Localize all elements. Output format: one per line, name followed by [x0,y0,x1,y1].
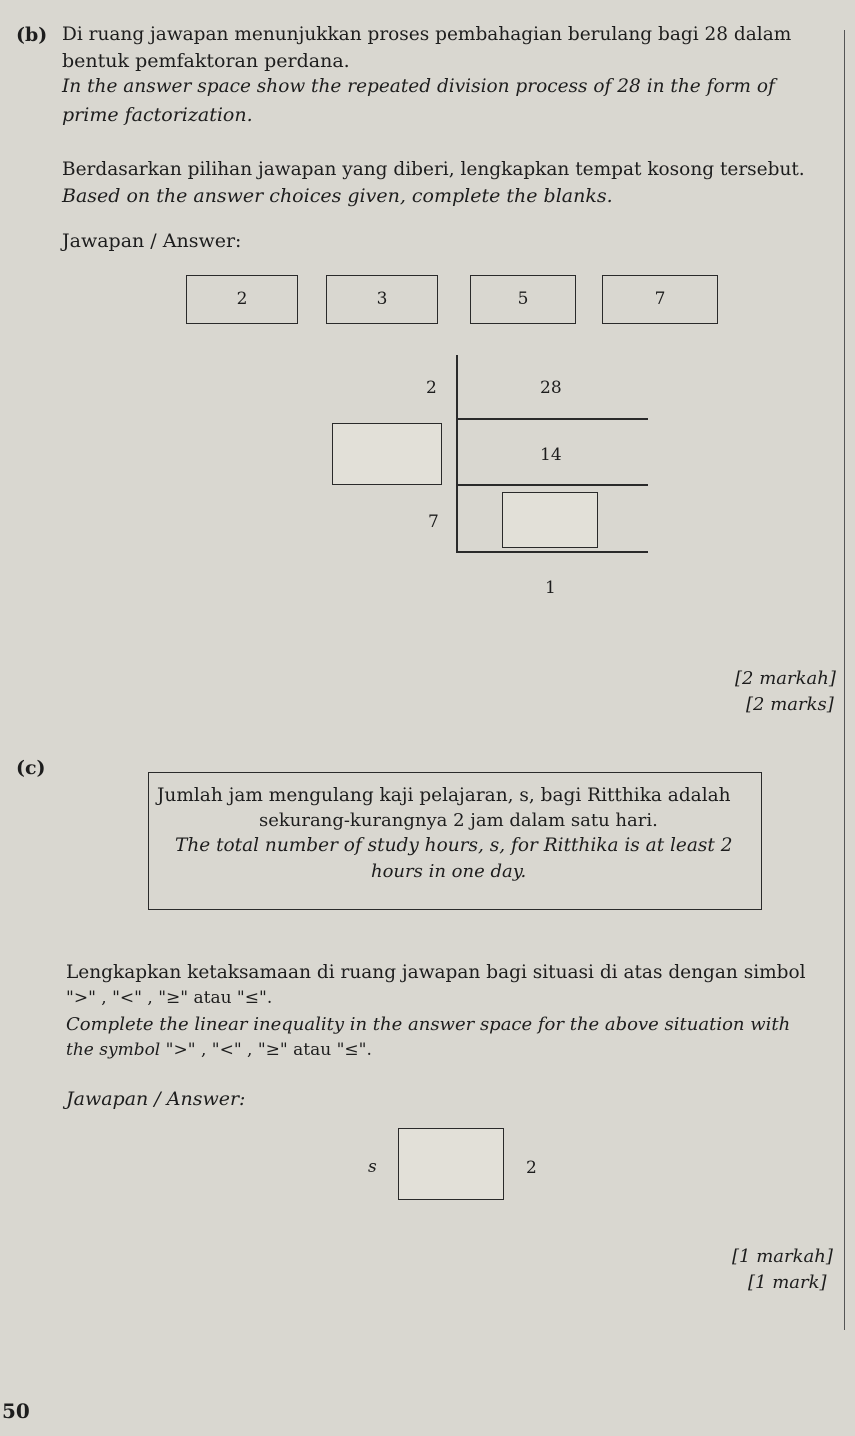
situation-en-line2: hours in one day. [371,861,527,882]
choice-box-7: 7 [602,275,718,324]
blank-quotient-7[interactable] [502,492,598,548]
inequality-rhs-2: 2 [526,1158,537,1178]
part-c-answer-label: Jawapan / Answer: [66,1088,246,1110]
part-b-answer-label: Jawapan / Answer: [62,230,242,252]
situation-ms-line2: sekurang-kurangnya 2 jam dalam satu hari. [259,810,658,831]
situation-ms-line1: Jumlah jam mengulang kaji pelajaran, s, bagi Ritthika adalah [157,785,731,806]
choice-box-2: 2 [186,275,298,324]
divisor-3: 7 [428,512,439,532]
dividend-28: 28 [540,378,562,398]
choice-box-5: 5 [470,275,576,324]
part-c-en-question-line2 [66,1040,372,1060]
part-b-label: (b) [16,24,48,46]
part-b-marks-ms: [2 markah] [735,668,836,689]
division-line-1 [456,418,648,420]
part-b-en-instruction: Based on the answer choices given, complete the blanks. [62,185,613,207]
part-b-ms-line1: Di ruang jawapan menunjukkan proses pembahagian berulang bagi 28 dalam [62,24,792,45]
part-b-en-line1: In the answer space show the repeated division process of 28 in the form of [62,76,775,97]
part-b-ms-instruction: Berdasarkan pilihan jawapan yang diberi, lengkapkan tempat kosong tersebut. [62,159,805,180]
division-line-2 [456,484,648,486]
blank-divisor-2[interactable] [332,423,442,485]
choice-box-3: 3 [326,275,438,324]
inequality-variable-s: s [368,1157,377,1177]
part-b-ms-line2: bentuk pemfaktoran perdana. [62,50,350,72]
part-c-en-question-symbols: ">" , "<" , "≥" atau "≤". [165,1040,372,1060]
page-number: 50 [2,1399,30,1423]
part-c-marks-ms: [1 markah] [732,1246,833,1267]
part-c-ms-question-line2: ">" , "<" , "≥" atau "≤". [66,988,273,1008]
part-c-en-question-prefix: the symbol [66,1040,161,1060]
situation-en-line1: The total number of study hours, s, for Ritthika is at least 2 [175,835,733,856]
final-quotient-1: 1 [545,578,556,598]
page-edge-line [844,30,846,1330]
part-c-marks-en: [1 mark] [748,1272,827,1293]
divisor-1: 2 [426,378,437,398]
part-c-ms-question-line1: Lengkapkan ketaksamaan di ruang jawapan bagi situasi di atas dengan simbol [66,962,806,983]
division-vertical-line [456,355,458,552]
part-b-en-line2: prime factorization. [62,104,253,126]
part-c-en-question-line1: Complete the linear inequality in the answer space for the above situation with [66,1014,791,1035]
part-b-marks-en: [2 marks] [746,694,834,715]
part-c-label: (c) [16,757,46,779]
blank-inequality-symbol[interactable] [398,1128,504,1200]
situation-box [148,772,762,910]
quotient-14: 14 [540,445,562,465]
division-line-3 [456,551,648,553]
